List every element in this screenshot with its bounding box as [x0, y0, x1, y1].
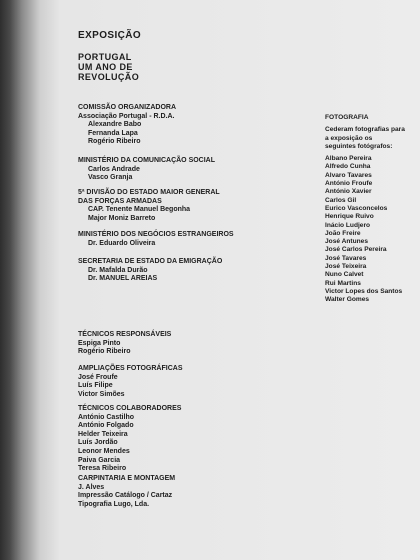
section-name: Carlos Andrade — [88, 165, 140, 173]
section-name: CAP. Tenente Manuel Begonha — [88, 206, 191, 214]
photographer-name: Eurico Vasconcelos — [325, 204, 388, 212]
photographer-name: Alfredo Cunha — [325, 163, 371, 171]
section-divisao-estado-maior — [78, 189, 220, 223]
section-name: Major Moniz Barreto — [88, 214, 156, 222]
section-name: Dr. MANUEL AREIAS — [88, 275, 158, 283]
section-name: Rogério Ribeiro — [88, 138, 141, 146]
photographer-name: Nuno Calvet — [325, 271, 364, 279]
section-heading: TÉCNICOS RESPONSÁVEIS — [78, 331, 172, 338]
photography-intro: a exposição os — [325, 134, 373, 142]
photographer-name: Walter Gomes — [325, 296, 370, 304]
section-name: Luís Jordão — [78, 439, 118, 447]
photographer-name: José Carlos Pereira — [325, 246, 387, 254]
section-tecnicos-responsaveis — [78, 331, 171, 357]
section-name: Vasco Granja — [88, 174, 133, 182]
photographer-name: António Froufe — [325, 180, 373, 188]
section-name: Alexandre Babo — [88, 121, 142, 129]
photographer-name: José Antunes — [325, 238, 368, 246]
page-title: EXPOSIÇÃO — [78, 30, 142, 41]
section-name: J. Alves — [78, 483, 105, 491]
section-name: Impressão Catálogo / Cartaz — [78, 492, 173, 500]
section-name: Helder Teixeira — [78, 430, 128, 438]
section-name: Espiga Pinto — [78, 339, 121, 347]
section-heading: TÉCNICOS COLABORADORES — [78, 405, 182, 412]
photographer-name: Rui Martins — [325, 279, 361, 287]
photographer-name: Henrique Ruivo — [325, 213, 374, 221]
page-subtitle — [78, 52, 139, 82]
section-name: Dr. Eduardo Oliveira — [88, 239, 156, 247]
photographer-name: Albano Pereira — [325, 155, 372, 163]
section-name: Victor Simões — [78, 390, 125, 398]
subtitle-line: REVOLUÇÃO — [78, 72, 140, 82]
section-comissao-organizadora — [78, 104, 176, 147]
section-name: Dr. Mafalda Durão — [88, 266, 148, 274]
photographer-name: António Xavier — [325, 188, 372, 196]
section-name: Luís Filipe — [78, 382, 113, 390]
section-ministerio-comunicacao — [78, 157, 215, 183]
section-name: Tipografia Lugo, Lda. — [78, 500, 150, 508]
section-name: Fernanda Lapa — [88, 129, 138, 137]
section-heading: CARPINTARIA E MONTAGEM — [78, 475, 176, 482]
subtitle-line: PORTUGAL — [78, 52, 132, 62]
subtitle-line: UM ANO DE — [78, 62, 133, 72]
section-heading: 5ª DIVISÃO DO ESTADO MAIOR GENERAL — [78, 189, 220, 196]
section-negocios-estrangeiros — [78, 231, 234, 248]
section-heading: COMISSÃO ORGANIZADORA — [78, 104, 176, 111]
section-line: Associação Portugal - R.D.A. — [78, 112, 175, 120]
photographer-name: José Tavares — [325, 254, 367, 262]
photographer-name: João Freire — [325, 229, 361, 237]
photographer-name: Inácio Ludjero — [325, 221, 371, 229]
section-tecnicos-colaboradores — [78, 405, 181, 474]
section-name: José Froufe — [78, 373, 118, 381]
section-name: Rogério Ribeiro — [78, 348, 131, 356]
section-heading: MINISTÉRIO DA COMUNICAÇÃO SOCIAL — [78, 157, 216, 164]
section-name: António Castilho — [78, 413, 134, 421]
photographer-name: Carlos Gil — [325, 196, 357, 204]
section-heading: SECRETARIA DE ESTADO DA EMIGRAÇÃO — [78, 258, 223, 265]
section-name: António Folgado — [78, 422, 134, 430]
section-heading: FOTOGRAFIA — [325, 114, 369, 121]
section-heading: MINISTÉRIO DOS NEGÓCIOS ESTRANGEIROS — [78, 231, 234, 238]
section-name: Teresa Ribeiro — [78, 465, 127, 473]
section-secretaria-emigracao — [78, 258, 222, 284]
photographer-name: Alvaro Tavares — [325, 171, 372, 179]
section-line: DAS FORÇAS ARMADAS — [78, 197, 162, 205]
photography-intro: seguintes fotógrafos: — [325, 142, 393, 150]
section-name: Paiva Garcia — [78, 456, 121, 464]
photographer-name: Victor Lopes dos Santos — [325, 287, 403, 295]
section-carpintaria-montagem — [78, 475, 175, 509]
section-fotografia — [325, 114, 405, 305]
section-heading: AMPLIAÇÕES FOTOGRÁFICAS — [78, 365, 183, 372]
photography-intro: Cederam fotografias para — [325, 126, 405, 134]
section-name: Leonor Mendes — [78, 447, 130, 455]
section-ampliacoes-fotograficas — [78, 365, 182, 399]
photographer-name: José Teixeira — [325, 263, 367, 271]
